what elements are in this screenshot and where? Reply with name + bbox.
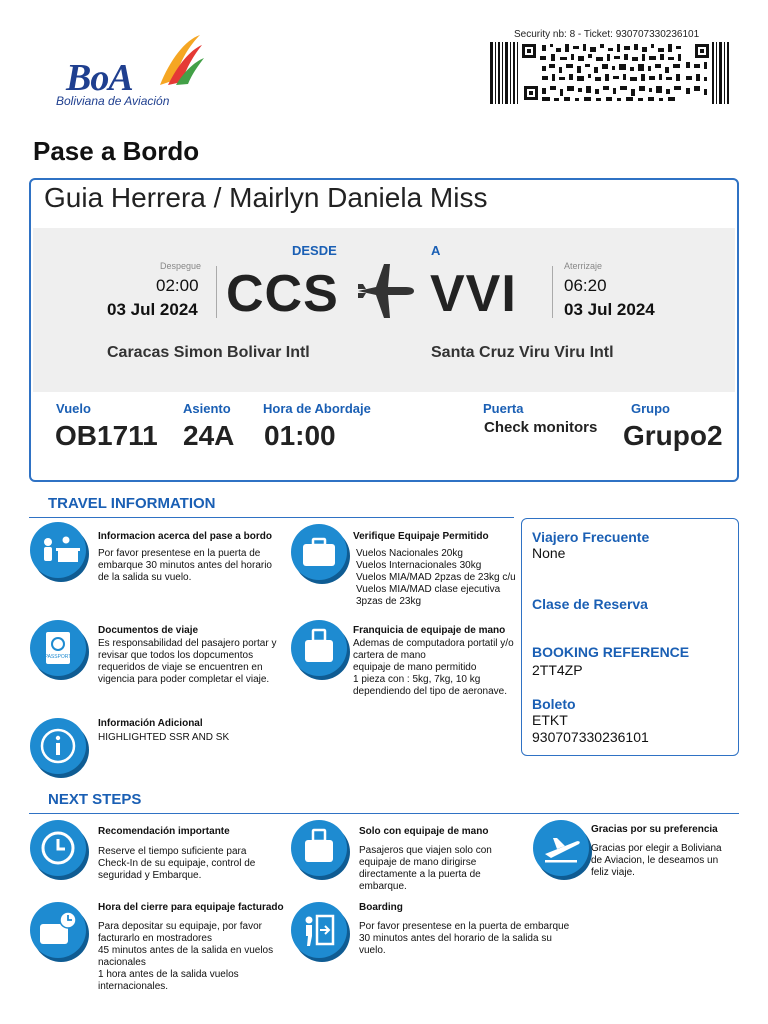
step-text: Por favor presentese en la puerta de embarque 30 minutos antes del horario de la salida su vuelo. [359, 921, 570, 956]
boarding-gate-icon [291, 902, 347, 958]
info-item-text: Vuelos Nacionales 20kg Vuelos Internacionales 30kg Vuelos MIA/MAD 2pzas de 23kg c/u Vuelos MIA/MAD clase ejecutiva 3pzas de 23kg [356, 548, 516, 607]
arrival-label: Aterrizaje [564, 261, 603, 271]
logo-brand: BoA [66, 57, 133, 99]
divider [216, 266, 217, 318]
from-city: Caracas Simon Bolivar Intl [107, 344, 310, 361]
booking-reference-label: BOOKING REFERENCE [532, 644, 690, 660]
divider [552, 266, 553, 318]
to-code: VVI [430, 265, 517, 323]
passenger-name: Guia Herrera / Mairlyn Daniela Miss [44, 182, 488, 213]
hand-luggage-icon [291, 620, 347, 676]
logo-swoosh [150, 30, 210, 90]
info-item-text: HIGHLIGHTED SSR AND SK [98, 732, 230, 743]
info-item-text: Por favor presentese en la puerta de embarque 30 minutos antes del horario de la salida su vuelo. [98, 548, 272, 583]
booking-class-label: Clase de Reserva [532, 596, 648, 612]
frequent-flyer-value: None [532, 545, 566, 561]
info-item-title: Documentos de viaje [98, 625, 199, 636]
info-item-title: Información Adicional [98, 718, 203, 729]
gate-value: Check monitors [484, 419, 598, 436]
step-title: Hora del cierre para equipaje facturado [98, 902, 284, 913]
arrival-date: 03 Jul 2024 [564, 300, 655, 319]
boarding-time: 01:00 [264, 420, 336, 451]
departure-label: Despegue [160, 261, 202, 271]
frequent-flyer-label: Viajero Frecuente [532, 529, 650, 545]
from-label: DESDE [292, 243, 337, 258]
step-text: Gracias por elegir a Boliviana de Aviacion, le deseamos un feliz viaje. [591, 843, 722, 878]
step-text: Reserve el tiempo suficiente para Check-In de su equipaje, control de seguridad y Embarque. [98, 846, 256, 881]
info-item-title: Informacion acerca del pase a bordo [98, 531, 272, 542]
ticket-type: ETKT [532, 712, 568, 728]
step-title: Boarding [359, 902, 403, 913]
step-title: Gracias por su preferencia [591, 824, 718, 835]
section-rule [29, 813, 739, 814]
group-label: Grupo [631, 401, 670, 416]
page-title: Pase a Bordo [33, 136, 200, 166]
gate-label: Puerta [483, 401, 524, 416]
counter-icon [30, 522, 86, 578]
suitcase-icon [291, 524, 347, 580]
passport-word: PASSPORT [44, 654, 72, 660]
group-value: Grupo2 [623, 420, 723, 451]
info-item-title: Franquicia de equipaje de mano [353, 625, 506, 636]
step-text: Pasajeros que viajen solo con equipaje de mano dirigirse directamente a la puerta de embarque. [359, 845, 492, 892]
luggage-clock-icon [30, 902, 86, 958]
ticket-number: 930707330236101 [532, 729, 649, 745]
security-ticket-text: Security nb: 8 - Ticket: 930707330236101 [514, 29, 700, 40]
takeoff-icon [533, 820, 589, 876]
info-icon [30, 718, 86, 774]
logo-subtitle: Boliviana de Aviación [56, 94, 170, 108]
airplane-icon [354, 260, 416, 322]
flight-label: Vuelo [56, 401, 91, 416]
travel-info-heading: TRAVEL INFORMATION [48, 495, 216, 512]
from-code: CCS [226, 265, 339, 323]
info-item-title: Verifique Equipaje Permitido [353, 531, 489, 542]
hand-luggage-icon [291, 820, 347, 876]
booking-reference-value: 2TT4ZP [532, 662, 583, 678]
departure-date: 03 Jul 2024 [107, 300, 198, 319]
info-item-text: Ademas de computadora portatil y/o cartera de mano equipaje de mano permitido 1 pieza con : 5kg, 7kg, 10 kg dependiendo del tipo de aeronave. [353, 638, 514, 697]
step-title: Recomendación importante [98, 826, 230, 837]
section-rule [29, 517, 514, 518]
ticket-label: Boleto [532, 696, 576, 712]
passport-icon [30, 620, 86, 676]
boarding-time-label: Hora de Abordaje [263, 401, 371, 416]
step-title: Solo con equipaje de mano [359, 826, 489, 837]
to-city: Santa Cruz Viru Viru Intl [431, 344, 614, 361]
seat-number: 24A [183, 420, 235, 451]
departure-time: 02:00 [156, 276, 199, 295]
info-item-text: Es responsabilidad del pasajero portar y revisar que todos los dopcumentos requeridos de viaje se encuentren en vigencia para poder completar el viaje. [98, 638, 277, 685]
next-steps-heading: NEXT STEPS [48, 791, 142, 808]
seat-label: Asiento [183, 401, 231, 416]
arrival-time: 06:20 [564, 276, 607, 295]
barcode-icon [490, 42, 730, 104]
to-label: A [431, 243, 441, 258]
flight-number: OB1711 [55, 420, 158, 451]
clock-icon [30, 820, 86, 876]
step-text: Para depositar su equipaje, por favor facturarlo en mostradores 45 minutos antes de la salida en vuelos nacionales 1 hora antes de la salida vuelos internacionales. [98, 921, 274, 992]
